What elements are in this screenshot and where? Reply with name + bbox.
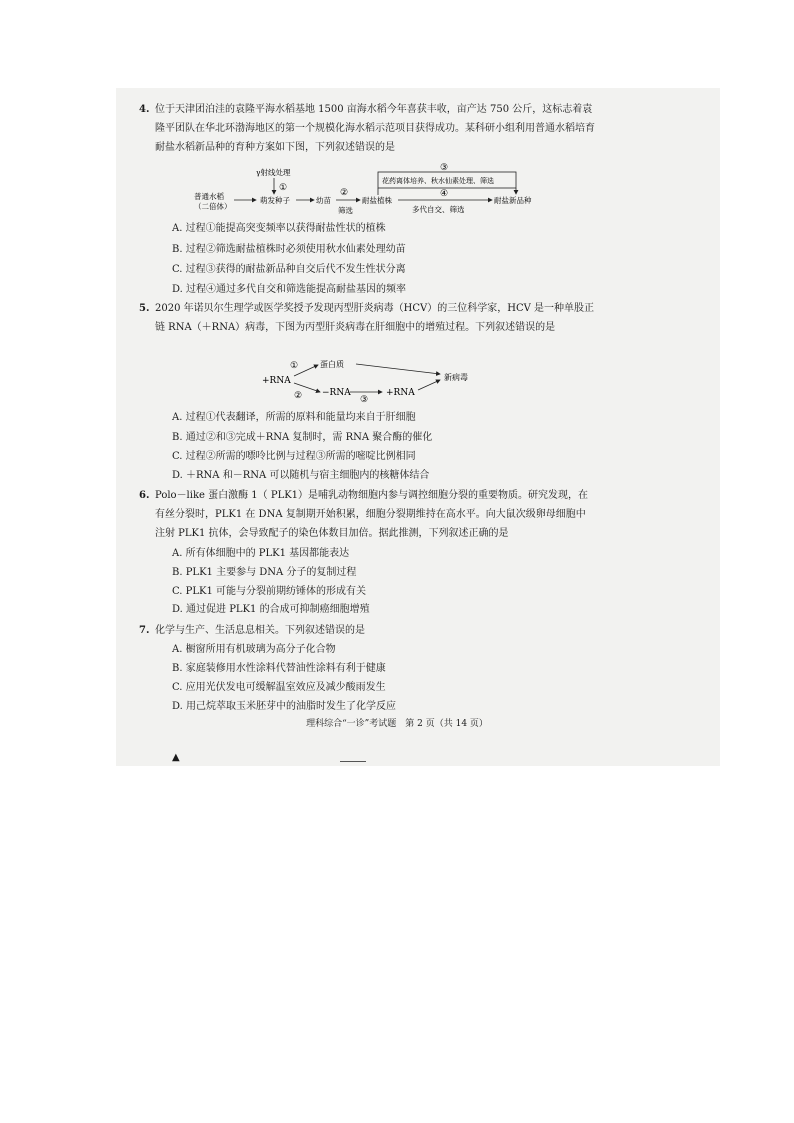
option-b: B. 通过②和③完成＋RNA 复制时，需 RNA 聚合酶的催化: [172, 432, 433, 443]
gamma-label: γ射线处理: [256, 168, 291, 177]
arrow: [418, 380, 440, 390]
virus-label: 新病毒: [444, 373, 468, 382]
option-b: B. 家庭装修用水性涂料代替油性涂料有利于健康: [172, 663, 386, 674]
page-footer: 理科综合“一诊”考试题 第 2 页（共 14 页）: [306, 719, 488, 729]
seed-label: 萌发种子: [260, 196, 290, 205]
option-d: D. 用己烷萃取玉米胚芽中的油脂时发生了化学反应: [172, 701, 397, 712]
step-3: ③: [440, 163, 449, 173]
question-number: 4.: [139, 104, 150, 115]
step-4: ④: [440, 189, 449, 199]
option-b: B. PLK1 主要参与 DNA 分子的复制过程: [172, 567, 357, 578]
plus-rna2-label: +RNA: [386, 388, 415, 398]
question-number: 6.: [139, 490, 150, 501]
option-d: D. 通过促进 PLK1 的合成可抑制癌细胞增殖: [172, 604, 370, 615]
option-a: A. 过程①能提高突变频率以获得耐盐性状的植株: [172, 223, 386, 234]
breeding-diagram: [190, 162, 550, 218]
plus-rna-label: +RNA: [262, 376, 291, 386]
bottom-process-label: 多代自交、筛选: [412, 205, 465, 214]
start-label-2: （二倍体）: [194, 202, 232, 211]
top-process-label: 花药离体培养、秋水仙素处理、筛选: [382, 177, 494, 185]
step-2: ②: [294, 391, 303, 401]
step-2: ②: [340, 188, 349, 198]
option-a: A. 过程①代表翻译，所需的原料和能量均来自于肝细胞: [172, 412, 416, 423]
question-4: [139, 100, 595, 157]
option-c: C. PLK1 可能与分裂前期纺锤体的形成有关: [172, 586, 367, 597]
arrow: [356, 364, 440, 374]
question-number: 5.: [139, 303, 150, 314]
screen-label: 筛选: [338, 206, 353, 215]
new-variety-label: 耐盐新品种: [494, 196, 532, 205]
option-a: A. 橱窗所用有机玻璃为高分子化合物: [172, 644, 336, 655]
hcv-diagram: [258, 356, 518, 404]
question-6: [139, 486, 595, 543]
question-stem: 位于天津团泊洼的袁隆平海水稻基地 1500 亩海水稻今年喜获丰收，亩产达 750 公斤，这标志着袁隆平团队在华北环渤海地区的第一个规模化海水稻示范项目获得成功。某科研小组利用普通水稻培育耐盐水稻新品种的育种方案如下图，下列叙述错误的是: [155, 104, 595, 153]
question-number: 7.: [139, 625, 150, 636]
question-stem: 2020 年诺贝尔生理学或医学奖授予发现丙型肝炎病毒（HCV）的三位科学家，HCV 是一种单股正链 RNA（＋RNA）病毒，下图为丙型肝炎病毒在肝细胞中的增殖过程。下列叙述错误的是: [155, 303, 594, 333]
step-1: ①: [279, 183, 288, 193]
option-c: C. 应用光伏发电可缓解温室效应及减少酸雨发生: [172, 682, 386, 693]
option-b: B. 过程②筛选耐盐植株时必须使用秋水仙素处理幼苗: [172, 244, 406, 255]
question-5: [139, 299, 595, 337]
option-d: D. ＋RNA 和－RNA 可以随机与宿主细胞内的核糖体结合: [172, 470, 430, 481]
step-3: ③: [360, 395, 369, 404]
option-a: A. 所有体细胞中的 PLK1 基因都能表达: [172, 548, 350, 559]
question-stem: Polo－like 蛋白激酶 1（ PLK1）是哺乳动物细胞内参与调控细胞分裂的重要物质。研究发现，在有丝分裂时，PLK1 在 DNA 复制期开始积累，细胞分裂期维持在高水平。向大鼠次级卵母细胞中注射 PLK1 抗体，会导致配子的染色体数目加倍。据此推测，下列叙述正确的是: [155, 490, 589, 539]
option-d: D. 过程④通过多代自交和筛选能提高耐盐基因的频率: [172, 284, 407, 295]
salt-plant-label: 耐盐植株: [362, 196, 392, 205]
option-c: C. 过程③获得的耐盐新品种自交后代不发生性状分离: [172, 264, 406, 275]
option-c: C. 过程②所需的嘌呤比例与过程③所需的嘧啶比例相同: [172, 451, 416, 462]
question-7: [139, 621, 595, 640]
question-stem: 化学与生产、生活息息相关。下列叙述错误的是: [155, 625, 365, 636]
start-label-1: 普通水稻: [194, 192, 224, 201]
minus-rna-label: −RNA: [322, 388, 351, 398]
seedling-label: 幼苗: [316, 196, 331, 205]
protein-label: 蛋白质: [320, 360, 344, 369]
step-1: ①: [290, 361, 299, 371]
divider: [340, 761, 366, 762]
triangle-mark-icon: ▲: [172, 752, 180, 763]
